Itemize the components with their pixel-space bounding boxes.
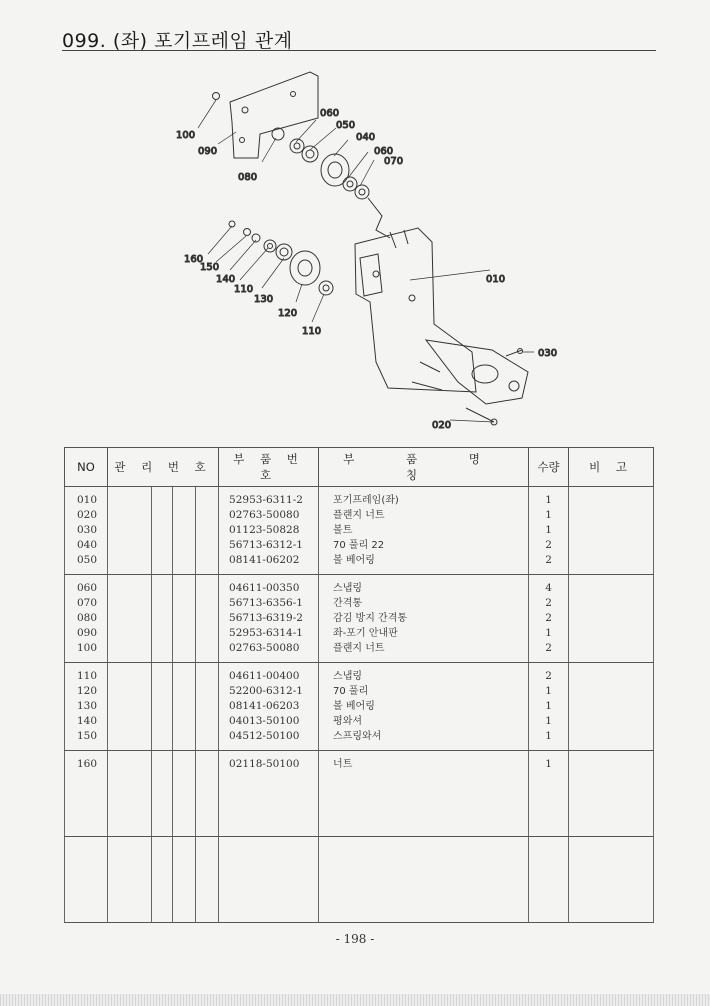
table-cell: 2: [545, 539, 552, 551]
callout-130: 130: [254, 294, 274, 305]
table-header-row: [65, 448, 654, 487]
table-cell: [152, 487, 173, 575]
table-cell: 120: [77, 685, 98, 697]
table-cell: [173, 575, 196, 663]
table-cell: 2: [545, 670, 552, 682]
table-cell: 02118-50100: [229, 758, 300, 770]
table-cell: 030: [77, 524, 98, 536]
callout-120: 120: [278, 308, 298, 319]
header-qty: 수량: [529, 448, 569, 487]
table-cell: 스냅링: [333, 583, 363, 594]
table-cell: 2: [545, 554, 552, 566]
page-number: - 198 -: [335, 932, 375, 946]
table-cell: 52953-6311-2: [229, 494, 303, 506]
table-cell: [529, 487, 569, 575]
callout-010: 010: [486, 274, 506, 285]
callout-090: 090: [198, 146, 218, 157]
bracket-hole: [291, 92, 296, 97]
callout-160: 160: [184, 254, 204, 265]
header-part-name: 부 품 명 칭: [319, 448, 529, 487]
table-cell: [319, 575, 529, 663]
table-cell: [108, 575, 152, 663]
table-cell: [196, 575, 219, 663]
callout-030: 030: [538, 348, 558, 359]
table-cell: 110: [77, 670, 98, 682]
table-cell: 감김 방지 간격통: [333, 613, 408, 624]
table-cell: 04512-50100: [229, 730, 300, 742]
table-cell: [152, 663, 173, 751]
table-cell: 좌-포기 안내판: [333, 628, 398, 639]
table-cell: 1: [545, 627, 552, 639]
table-cell: 플랜지 너트: [333, 510, 385, 521]
table-cell: [569, 663, 654, 751]
header-no: NO: [65, 448, 108, 487]
table-cell: 040: [77, 539, 98, 551]
table-cell: [219, 575, 319, 663]
table-cell: [65, 487, 108, 575]
table-cell: [319, 663, 529, 751]
table-row-group-1: [65, 487, 654, 575]
pulley-part: [290, 251, 320, 285]
table-cell: 스프링와셔: [333, 731, 382, 742]
table-cell: 평와셔: [333, 716, 363, 727]
table-cell: 01123-50828: [229, 524, 300, 536]
table-cell: 090: [77, 627, 98, 639]
table-cell: 1: [545, 730, 552, 742]
table-cell: 02763-50080: [229, 642, 300, 654]
table-cell: [65, 837, 108, 923]
table-cell: 52953-6314-1: [229, 627, 303, 639]
table-cell: [196, 751, 219, 837]
page-title: 099. (좌) 포기프레임 관계: [62, 30, 293, 52]
callout-150: 150: [200, 262, 220, 273]
table-cell: 04611-00400: [229, 670, 300, 682]
exploded-parts-diagram: [150, 62, 570, 432]
callout-060b: 060: [374, 146, 394, 157]
table-cell: [219, 663, 319, 751]
table-cell: 2: [545, 642, 552, 654]
table-cell: 4: [545, 582, 552, 594]
table-cell: 1: [545, 685, 552, 697]
table-cell: 간격통: [333, 598, 363, 609]
table-cell: 1: [545, 524, 552, 536]
callout-040: 040: [356, 132, 376, 143]
pulley-part: [321, 154, 349, 186]
table-cell: [152, 837, 173, 923]
table-cell: [173, 663, 196, 751]
table-cell: 1: [545, 758, 552, 770]
table-cell: [219, 837, 319, 923]
table-cell: [219, 487, 319, 575]
table-cell: 70 풀리 22: [333, 540, 385, 551]
callout-080: 080: [238, 172, 258, 183]
bearing-part: [276, 244, 292, 260]
table-row-group-4: [65, 751, 654, 837]
table-cell: 04611-00350: [229, 582, 300, 594]
table-cell: [529, 575, 569, 663]
callout-060: 060: [320, 108, 340, 119]
callout-050: 050: [336, 120, 356, 131]
washer-part: [252, 234, 260, 242]
table-cell: [529, 751, 569, 837]
header-management-number: 관 리 번 호: [108, 448, 219, 487]
bracket-hole: [240, 138, 245, 143]
table-cell: 080: [77, 612, 98, 624]
washer-part: [272, 128, 284, 140]
table-cell: 08141-06202: [229, 554, 300, 566]
table-cell: [569, 837, 654, 923]
table-cell: 04013-50100: [229, 715, 300, 727]
table-cell: 100: [77, 642, 98, 654]
header-remarks: 비 고: [569, 448, 654, 487]
table-cell: [569, 575, 654, 663]
table-cell: 160: [77, 758, 98, 770]
table-row-group-3: [65, 663, 654, 751]
callout-020: 020: [432, 420, 452, 431]
table-cell: 1: [545, 494, 552, 506]
table-cell: [65, 751, 108, 837]
table-cell: [152, 575, 173, 663]
washer-part: [244, 229, 251, 236]
table-cell: [65, 575, 108, 663]
table-cell: 140: [77, 715, 98, 727]
table-cell: [569, 487, 654, 575]
table-cell: [173, 837, 196, 923]
table-cell: 볼 베어링: [333, 701, 375, 712]
table-cell: 02763-50080: [229, 509, 300, 521]
bracket-hole: [242, 107, 248, 113]
table-cell: 070: [77, 597, 98, 609]
table-cell: 1: [545, 715, 552, 727]
table-cell: [173, 487, 196, 575]
table-cell: 56713-6312-1: [229, 539, 303, 551]
bracket-plate: [230, 72, 318, 158]
table-cell: [529, 837, 569, 923]
header-part-number: 부 품 번 호: [219, 448, 319, 487]
table-cell: 020: [77, 509, 98, 521]
bearing-part: [302, 146, 318, 162]
table-cell: [569, 751, 654, 837]
table-cell: 볼 베어링: [333, 555, 375, 566]
parts-table: [64, 447, 654, 923]
table-cell: 포기프레임(좌): [333, 495, 399, 506]
table-cell: [108, 663, 152, 751]
table-cell: 2: [545, 612, 552, 624]
table-cell: 08141-06203: [229, 700, 300, 712]
table-cell: 130: [77, 700, 98, 712]
table-cell: [196, 837, 219, 923]
table-cell: 050: [77, 554, 98, 566]
table-cell: [219, 751, 319, 837]
callout-110b: 110: [302, 326, 322, 337]
table-cell: 150: [77, 730, 98, 742]
table-cell: 52200-6312-1: [229, 685, 303, 697]
table-cell: 볼트: [333, 525, 353, 536]
guide-plate: [426, 340, 528, 404]
table-cell: [196, 663, 219, 751]
table-cell: 70 풀리: [333, 686, 369, 697]
table-row-group-2: [65, 575, 654, 663]
table-cell: [152, 751, 173, 837]
table-cell: [173, 751, 196, 837]
table-cell: 010: [77, 494, 98, 506]
table-row-empty: [65, 837, 654, 923]
table-cell: 060: [77, 582, 98, 594]
table-cell: [108, 837, 152, 923]
table-cell: 너트: [333, 759, 353, 770]
callout-140: 140: [216, 274, 236, 285]
table-cell: [319, 751, 529, 837]
table-cell: [108, 487, 152, 575]
table-cell: 스냅링: [333, 671, 363, 682]
callout-100: 100: [176, 130, 196, 141]
table-cell: [108, 751, 152, 837]
table-cell: [65, 663, 108, 751]
table-cell: [319, 837, 529, 923]
table-cell: [319, 487, 529, 575]
title-rule: [62, 50, 656, 51]
table-cell: 2: [545, 597, 552, 609]
table-cell: 56713-6319-2: [229, 612, 303, 624]
callout-070: 070: [384, 156, 404, 167]
callout-110: 110: [234, 284, 254, 295]
table-cell: [529, 663, 569, 751]
snap-ring-part: [355, 185, 369, 199]
table-cell: 플랜지 너트: [333, 643, 385, 654]
table-cell: 1: [545, 700, 552, 712]
nut-part: [213, 93, 220, 100]
frame-part: [355, 228, 476, 392]
bolt-part: [466, 408, 494, 422]
table-cell: 56713-6356-1: [229, 597, 303, 609]
spacer-part: [343, 177, 357, 191]
scan-edge: [0, 994, 710, 1006]
table-cell: 1: [545, 509, 552, 521]
snap-ring-part: [319, 281, 333, 295]
table-cell: [196, 487, 219, 575]
